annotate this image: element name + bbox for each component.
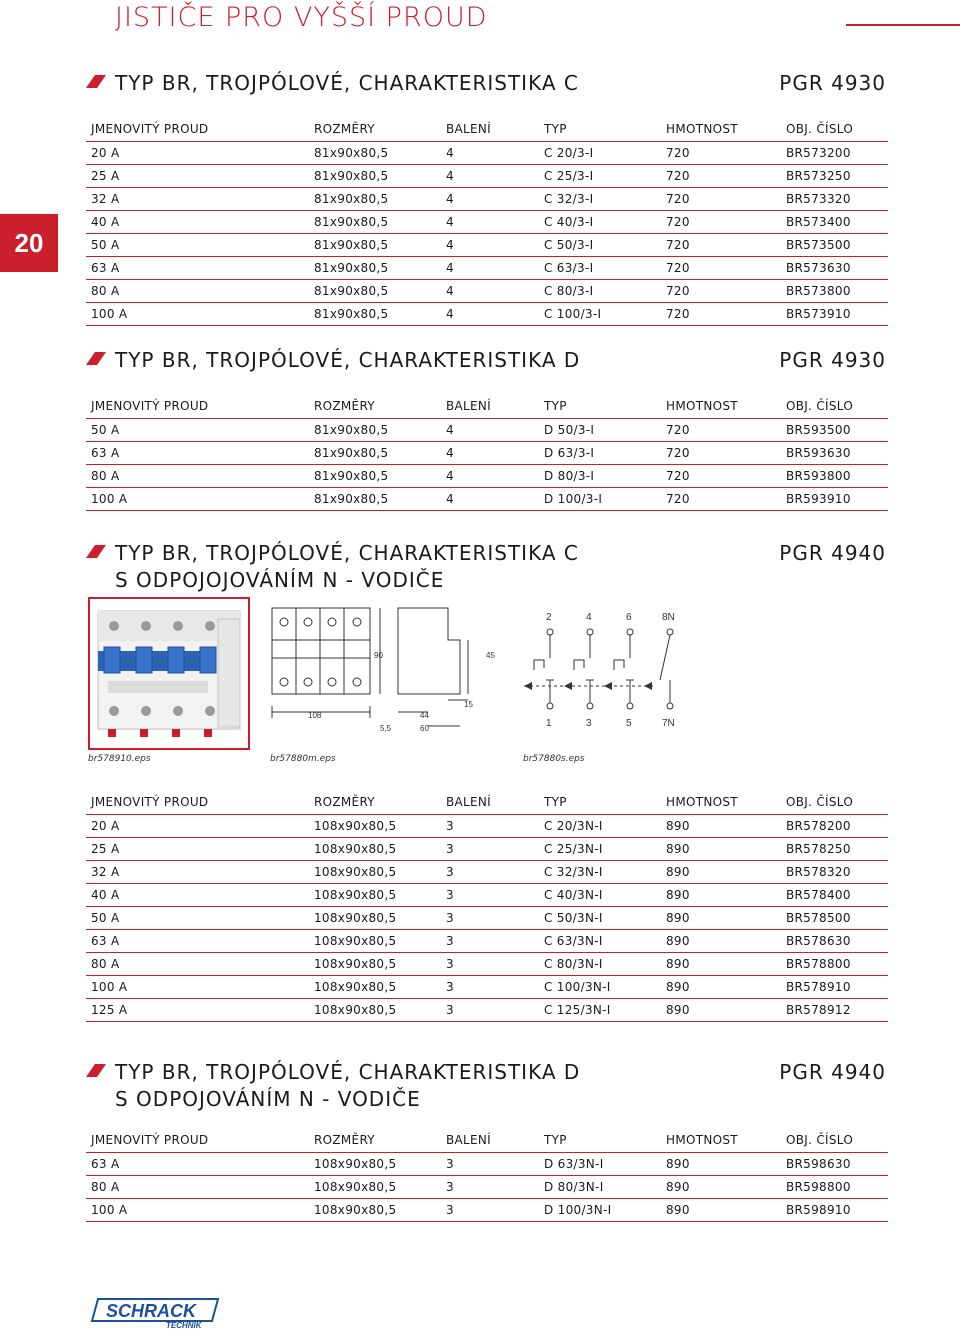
spec-table-1 — [86, 118, 888, 326]
cell-weight: 890 — [661, 883, 781, 906]
cell-current: 80 A — [86, 952, 309, 975]
cell-weight: 890 — [661, 814, 781, 837]
terminal-top-1: 2 — [546, 612, 552, 623]
table-header-row — [86, 395, 888, 418]
cell-order-number: BR578910 — [781, 975, 888, 998]
dimension-drawing — [268, 600, 508, 745]
column-header-packaging: BALENÍ — [441, 118, 539, 141]
cell-order-number: BR578320 — [781, 860, 888, 883]
column-header-order-number: OBJ. ČÍSLO — [781, 1129, 888, 1152]
cell-weight: 720 — [661, 302, 781, 325]
section-marker-icon — [86, 352, 106, 365]
table-row — [86, 256, 888, 279]
cell-type: C 20/3N-I — [539, 814, 661, 837]
dim-height-label: 90 — [374, 651, 383, 660]
cell-packaging: 3 — [441, 929, 539, 952]
table-row — [86, 837, 888, 860]
table-row — [86, 164, 888, 187]
column-header-packaging: BALENÍ — [441, 395, 539, 418]
cell-weight: 720 — [661, 164, 781, 187]
cell-order-number: BR593800 — [781, 464, 888, 487]
section-heading-1 — [86, 69, 890, 97]
cell-current: 100 A — [86, 302, 309, 325]
cell-packaging: 3 — [441, 860, 539, 883]
cell-type: C 63/3N-I — [539, 929, 661, 952]
cell-type: C 20/3-I — [539, 141, 661, 164]
cell-packaging: 3 — [441, 883, 539, 906]
table-row — [86, 860, 888, 883]
figure-caption-schematic: br57880s.eps — [523, 754, 585, 764]
table-row — [86, 141, 888, 164]
section-pgr: PGR 4940 — [779, 1060, 886, 1084]
dim-60-label: 60 — [420, 724, 429, 733]
section-subtitle: S ODPOJOVÁNÍM N - VODIČE — [115, 1087, 421, 1111]
cell-weight: 720 — [661, 187, 781, 210]
cell-packaging: 4 — [441, 464, 539, 487]
cell-weight: 890 — [661, 1152, 781, 1175]
header-accent-line — [846, 24, 960, 26]
cell-packaging: 3 — [441, 998, 539, 1021]
cell-order-number: BR573200 — [781, 141, 888, 164]
cell-current: 25 A — [86, 164, 309, 187]
column-header-dimensions: ROZMĚRY — [309, 791, 441, 814]
cell-dimensions: 81x90x80,5 — [309, 210, 441, 233]
section-title: TYP BR, TROJPÓLOVÉ, CHARAKTERISTIKA C — [115, 541, 579, 565]
column-header-current: JMENOVITÝ PROUD — [86, 395, 309, 418]
cell-weight: 890 — [661, 952, 781, 975]
column-header-dimensions: ROZMĚRY — [309, 395, 441, 418]
cell-dimensions: 81x90x80,5 — [309, 464, 441, 487]
section-marker-icon — [86, 545, 106, 558]
section-pgr: PGR 4930 — [779, 71, 886, 95]
cell-dimensions: 108x90x80,5 — [309, 906, 441, 929]
column-header-packaging: BALENÍ — [441, 791, 539, 814]
cell-order-number: BR593500 — [781, 418, 888, 441]
cell-current: 100 A — [86, 975, 309, 998]
product-photo — [88, 597, 250, 750]
terminal-top-3: 6 — [626, 612, 632, 623]
cell-current: 50 A — [86, 418, 309, 441]
cell-weight: 720 — [661, 441, 781, 464]
figure-caption-dimensions: br57880m.eps — [270, 754, 336, 764]
table-row — [86, 998, 888, 1021]
terminal-top-2: 4 — [586, 612, 592, 623]
section-marker-icon — [86, 75, 106, 88]
cell-order-number: BR578630 — [781, 929, 888, 952]
table-row — [86, 975, 888, 998]
cell-order-number: BR578500 — [781, 906, 888, 929]
section-heading-3 — [86, 539, 890, 595]
figure-caption-photo: br578910.eps — [88, 754, 151, 764]
cell-current: 32 A — [86, 187, 309, 210]
cell-packaging: 3 — [441, 814, 539, 837]
section-title: TYP BR, TROJPÓLOVÉ, CHARAKTERISTIKA C — [115, 71, 579, 95]
terminal-bottom-1: 1 — [546, 718, 552, 729]
cell-type: C 50/3N-I — [539, 906, 661, 929]
cell-order-number: BR598630 — [781, 1152, 888, 1175]
cell-current: 40 A — [86, 883, 309, 906]
cell-weight: 890 — [661, 837, 781, 860]
table-row — [86, 210, 888, 233]
cell-type: C 25/3-I — [539, 164, 661, 187]
cell-weight: 720 — [661, 279, 781, 302]
circuit-breaker-image — [90, 599, 248, 748]
table-row — [86, 233, 888, 256]
cell-weight: 720 — [661, 141, 781, 164]
cell-order-number: BR578800 — [781, 952, 888, 975]
table-row — [86, 279, 888, 302]
cell-current: 125 A — [86, 998, 309, 1021]
column-header-type: TYP — [539, 395, 661, 418]
cell-weight: 890 — [661, 929, 781, 952]
column-header-type: TYP — [539, 118, 661, 141]
section-title: TYP BR, TROJPÓLOVÉ, CHARAKTERISTIKA D — [115, 1060, 581, 1084]
cell-order-number: BR593910 — [781, 487, 888, 510]
section-heading-2 — [86, 346, 890, 374]
cell-weight: 890 — [661, 1198, 781, 1221]
cell-packaging: 4 — [441, 302, 539, 325]
cell-dimensions: 81x90x80,5 — [309, 187, 441, 210]
table-header-row — [86, 1129, 888, 1152]
cell-order-number: BR598800 — [781, 1175, 888, 1198]
cell-type: C 32/3N-I — [539, 860, 661, 883]
cell-current: 40 A — [86, 210, 309, 233]
page-title: JISTIČE PRO VYŠŠÍ PROUD — [115, 2, 488, 33]
cell-weight: 720 — [661, 233, 781, 256]
cell-dimensions: 81x90x80,5 — [309, 418, 441, 441]
cell-order-number: BR578912 — [781, 998, 888, 1021]
table-row — [86, 929, 888, 952]
cell-packaging: 4 — [441, 233, 539, 256]
column-header-weight: HMOTNOST — [661, 1129, 781, 1152]
cell-dimensions: 81x90x80,5 — [309, 487, 441, 510]
terminal-bottom-4: 7N — [662, 718, 675, 729]
column-header-type: TYP — [539, 791, 661, 814]
column-header-current: JMENOVITÝ PROUD — [86, 791, 309, 814]
cell-weight: 720 — [661, 256, 781, 279]
cell-order-number: BR593630 — [781, 441, 888, 464]
table-row — [86, 187, 888, 210]
column-header-order-number: OBJ. ČÍSLO — [781, 791, 888, 814]
cell-dimensions: 108x90x80,5 — [309, 837, 441, 860]
cell-dimensions: 108x90x80,5 — [309, 952, 441, 975]
cell-type: D 80/3N-I — [539, 1175, 661, 1198]
cell-packaging: 4 — [441, 256, 539, 279]
cell-dimensions: 81x90x80,5 — [309, 233, 441, 256]
cell-weight: 720 — [661, 210, 781, 233]
table-row — [86, 952, 888, 975]
cell-weight: 890 — [661, 975, 781, 998]
terminal-top-4: 8N — [662, 612, 675, 623]
dim-depth-label: 45 — [486, 651, 495, 660]
spec-table-2 — [86, 395, 888, 511]
column-header-dimensions: ROZMĚRY — [309, 118, 441, 141]
column-header-current: JMENOVITÝ PROUD — [86, 1129, 309, 1152]
cell-current: 50 A — [86, 906, 309, 929]
column-header-dimensions: ROZMĚRY — [309, 1129, 441, 1152]
cell-dimensions: 81x90x80,5 — [309, 164, 441, 187]
cell-weight: 720 — [661, 464, 781, 487]
spec-table-3 — [86, 791, 888, 1022]
dim-width-label: 108 — [308, 711, 322, 720]
cell-type: C 50/3-I — [539, 233, 661, 256]
cell-packaging: 4 — [441, 487, 539, 510]
column-header-weight: HMOTNOST — [661, 118, 781, 141]
column-header-weight: HMOTNOST — [661, 791, 781, 814]
table-header-row — [86, 791, 888, 814]
table-header-row — [86, 118, 888, 141]
cell-order-number: BR573250 — [781, 164, 888, 187]
cell-weight: 720 — [661, 487, 781, 510]
cell-type: D 50/3-I — [539, 418, 661, 441]
cell-dimensions: 108x90x80,5 — [309, 975, 441, 998]
table-row — [86, 487, 888, 510]
cell-type: D 100/3N-I — [539, 1198, 661, 1221]
cell-order-number: BR598910 — [781, 1198, 888, 1221]
table-row — [86, 302, 888, 325]
cell-packaging: 4 — [441, 441, 539, 464]
cell-dimensions: 108x90x80,5 — [309, 1152, 441, 1175]
cell-packaging: 4 — [441, 164, 539, 187]
cell-type: C 100/3N-I — [539, 975, 661, 998]
cell-type: C 40/3-I — [539, 210, 661, 233]
dim-15-label: 15 — [464, 700, 473, 709]
table-row — [86, 814, 888, 837]
table-row — [86, 418, 888, 441]
cell-packaging: 3 — [441, 952, 539, 975]
cell-type: D 80/3-I — [539, 464, 661, 487]
section-subtitle: S ODPOJOJOVÁNÍM N - VODIČE — [115, 568, 445, 592]
cell-order-number: BR573630 — [781, 256, 888, 279]
cell-dimensions: 81x90x80,5 — [309, 141, 441, 164]
table-row — [86, 1198, 888, 1221]
section-marker-icon — [86, 1064, 106, 1077]
chapter-tab: 20 — [0, 214, 58, 272]
table-row — [86, 464, 888, 487]
cell-type: D 63/3-I — [539, 441, 661, 464]
schrack-logo — [90, 1297, 220, 1329]
cell-type: C 25/3N-I — [539, 837, 661, 860]
dim-44-label: 44 — [420, 711, 429, 720]
table-row — [86, 883, 888, 906]
dim-5-5-label: 5,5 — [380, 724, 392, 733]
cell-order-number: BR578200 — [781, 814, 888, 837]
cell-current: 80 A — [86, 464, 309, 487]
column-header-packaging: BALENÍ — [441, 1129, 539, 1152]
cell-dimensions: 81x90x80,5 — [309, 302, 441, 325]
cell-type: D 100/3-I — [539, 487, 661, 510]
cell-weight: 890 — [661, 998, 781, 1021]
cell-order-number: BR578400 — [781, 883, 888, 906]
cell-type: D 63/3N-I — [539, 1152, 661, 1175]
cell-packaging: 3 — [441, 1175, 539, 1198]
cell-dimensions: 108x90x80,5 — [309, 860, 441, 883]
cell-current: 100 A — [86, 1198, 309, 1221]
cell-packaging: 3 — [441, 906, 539, 929]
cell-dimensions: 108x90x80,5 — [309, 998, 441, 1021]
cell-type: C 63/3-I — [539, 256, 661, 279]
section-pgr: PGR 4930 — [779, 348, 886, 372]
column-header-type: TYP — [539, 1129, 661, 1152]
cell-weight: 890 — [661, 1175, 781, 1198]
column-header-order-number: OBJ. ČÍSLO — [781, 118, 888, 141]
cell-order-number: BR573400 — [781, 210, 888, 233]
cell-type: C 125/3N-I — [539, 998, 661, 1021]
cell-current: 80 A — [86, 1175, 309, 1198]
spec-table-4 — [86, 1129, 888, 1222]
cell-order-number: BR578250 — [781, 837, 888, 860]
cell-current: 32 A — [86, 860, 309, 883]
cell-packaging: 4 — [441, 418, 539, 441]
section-heading-4 — [86, 1058, 890, 1114]
cell-dimensions: 108x90x80,5 — [309, 1198, 441, 1221]
cell-type: C 80/3N-I — [539, 952, 661, 975]
wiring-schematic — [516, 608, 686, 733]
cell-order-number: BR573320 — [781, 187, 888, 210]
terminal-bottom-3: 5 — [626, 718, 632, 729]
cell-current: 25 A — [86, 837, 309, 860]
cell-order-number: BR573910 — [781, 302, 888, 325]
cell-dimensions: 108x90x80,5 — [309, 814, 441, 837]
cell-current: 63 A — [86, 256, 309, 279]
cell-type: C 32/3-I — [539, 187, 661, 210]
section-title: TYP BR, TROJPÓLOVÉ, CHARAKTERISTIKA D — [115, 348, 581, 372]
cell-packaging: 3 — [441, 975, 539, 998]
cell-packaging: 4 — [441, 210, 539, 233]
section-pgr: PGR 4940 — [779, 541, 886, 565]
cell-weight: 890 — [661, 860, 781, 883]
logo-brand: SCHRACK — [106, 1301, 196, 1321]
column-header-weight: HMOTNOST — [661, 395, 781, 418]
cell-type: C 80/3-I — [539, 279, 661, 302]
cell-dimensions: 108x90x80,5 — [309, 883, 441, 906]
cell-packaging: 4 — [441, 141, 539, 164]
cell-order-number: BR573500 — [781, 233, 888, 256]
cell-packaging: 3 — [441, 1152, 539, 1175]
terminal-bottom-2: 3 — [586, 718, 592, 729]
cell-packaging: 4 — [441, 187, 539, 210]
cell-packaging: 3 — [441, 837, 539, 860]
cell-type: C 40/3N-I — [539, 883, 661, 906]
table-row — [86, 1152, 888, 1175]
cell-dimensions: 81x90x80,5 — [309, 441, 441, 464]
logo-sub: TECHNIK — [166, 1321, 202, 1329]
cell-packaging: 4 — [441, 279, 539, 302]
column-header-order-number: OBJ. ČÍSLO — [781, 395, 888, 418]
cell-current: 20 A — [86, 814, 309, 837]
cell-dimensions: 108x90x80,5 — [309, 929, 441, 952]
cell-order-number: BR573800 — [781, 279, 888, 302]
cell-dimensions: 81x90x80,5 — [309, 256, 441, 279]
cell-current: 63 A — [86, 929, 309, 952]
column-header-current: JMENOVITÝ PROUD — [86, 118, 309, 141]
table-row — [86, 1175, 888, 1198]
cell-current: 63 A — [86, 441, 309, 464]
cell-weight: 720 — [661, 418, 781, 441]
cell-weight: 890 — [661, 906, 781, 929]
cell-current: 63 A — [86, 1152, 309, 1175]
cell-type: C 100/3-I — [539, 302, 661, 325]
table-row — [86, 441, 888, 464]
cell-dimensions: 81x90x80,5 — [309, 279, 441, 302]
cell-current: 100 A — [86, 487, 309, 510]
cell-dimensions: 108x90x80,5 — [309, 1175, 441, 1198]
cell-current: 80 A — [86, 279, 309, 302]
cell-current: 50 A — [86, 233, 309, 256]
table-row — [86, 906, 888, 929]
cell-packaging: 3 — [441, 1198, 539, 1221]
cell-current: 20 A — [86, 141, 309, 164]
